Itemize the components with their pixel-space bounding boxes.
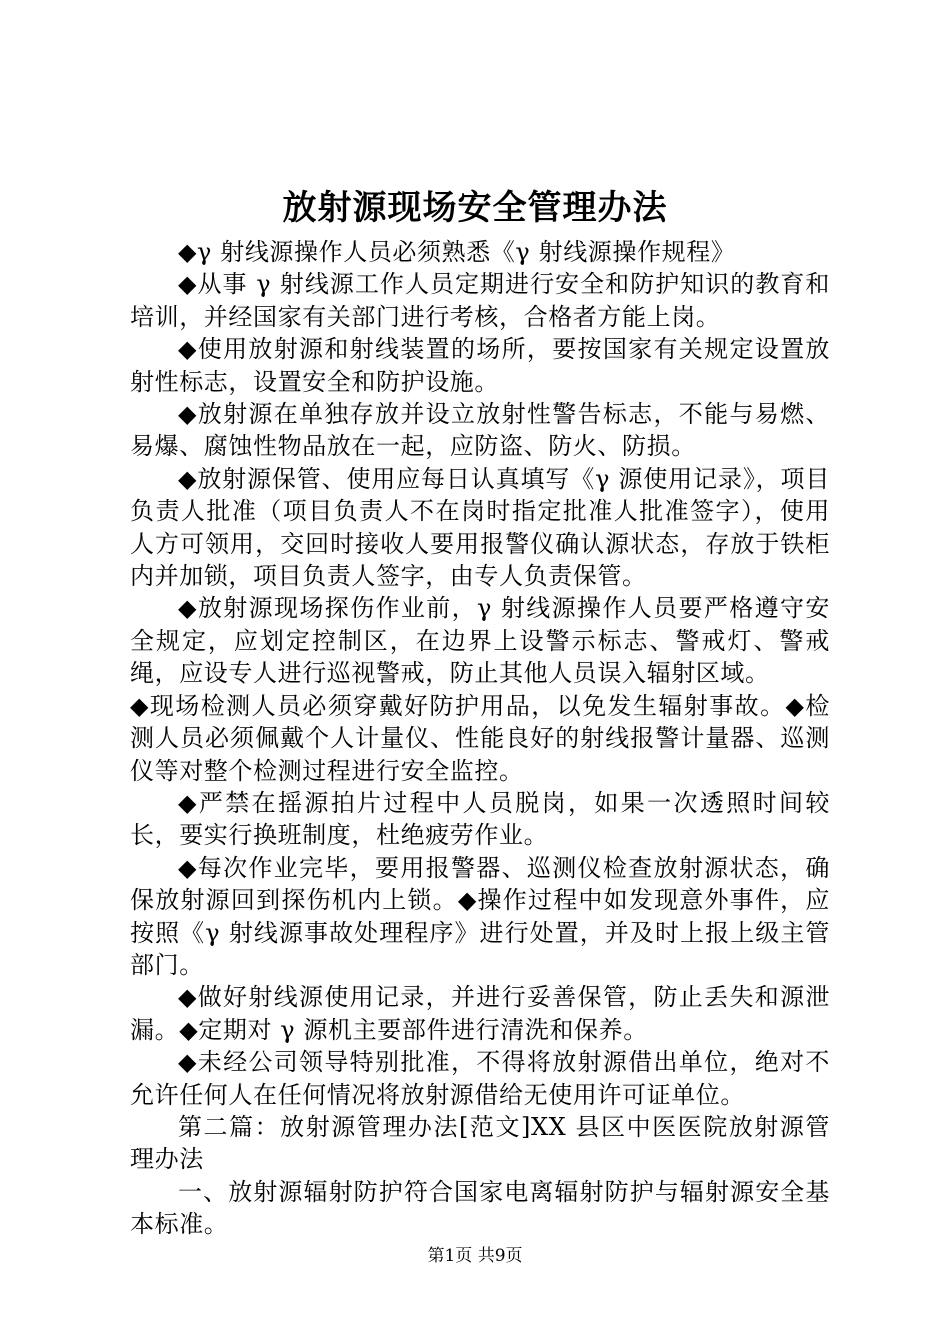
document-body — [130, 236, 830, 1241]
paragraph-10: ◆做好射线源使用记录，并进行妥善保管，防止丢失和源泄漏。◆定期对 γ 源机主要部件进行清洗和保养。 — [130, 983, 830, 1044]
paragraph-2: ◆从事 γ 射线源工作人员定期进行安全和防护知识的教育和培训，并经国家有关部门进行考核，合格者方能上岗。 — [130, 270, 830, 331]
paragraph-4: ◆放射源在单独存放并设立放射性警告标志，不能与易燃、易爆、腐蚀性物品放在一起，应防盗、防火、防损。 — [130, 400, 830, 461]
paragraph-11: ◆未经公司领导特别批准，不得将放射源借出单位，绝对不允许任何人在任何情况将放射源借给无使用许可证单位。 — [130, 1048, 830, 1109]
paragraph-13: 一、放射源辐射防护符合国家电离辐射防护与辐射源安全基本标准。 — [130, 1177, 830, 1239]
paragraph-9: ◆每次作业完毕，要用报警器、巡测仪检查放射源状态，确保放射源回到探伤机内上锁。◆操作过程中如发现意外事件，应按照《γ 射线源事故处理程序》进行处置，并及时上报上级主管部门。 — [130, 853, 830, 979]
paragraph-5: ◆放射源保管、使用应每日认真填写《γ 源使用记录》，项目负责人批准（项目负责人不在岗时指定批准人批准签字），使用人方可领用，交回时接收人要用报警仪确认源状态，存放于铁柜内并加锁，项目负责人签字，由专人负责保管。 — [130, 464, 830, 591]
paragraph-8: ◆严禁在摇源拍片过程中人员脱岗，如果一次透照时间较长，要实行换班制度，杜绝疲劳作业。 — [130, 788, 830, 850]
paragraph-1: ◆γ 射线源操作人员必须熟悉《γ 射线源操作规程》 — [178, 238, 736, 266]
paragraph-3: ◆使用放射源和射线装置的场所，要按国家有关规定设置放射性标志，设置安全和防护设施。 — [130, 335, 830, 396]
paragraph-7: ◆现场检测人员必须穿戴好防护用品，以免发生辐射事故。◆检测人员必须佩戴个人计量仪、性能良好的射线报警计量器、巡测仪等对整个检测过程进行安全监控。 — [130, 691, 830, 785]
section-heading-part-two: 第二篇：放射源管理办法[范文]XX 县区中医医院放射源管理办法 — [130, 1112, 830, 1174]
paragraph-6: ◆放射源现场探伤作业前，γ 射线源操作人员要严格遵守安全规定，应划定控制区，在边界上设警示标志、警戒灯、警戒绳，应设专人进行巡视警戒，防止其他人员误入辐射区域。 — [130, 594, 830, 688]
document-title: 放射源现场安全管理办法 — [282, 188, 668, 228]
page-footer: 第1页 共9页 — [427, 1246, 523, 1266]
